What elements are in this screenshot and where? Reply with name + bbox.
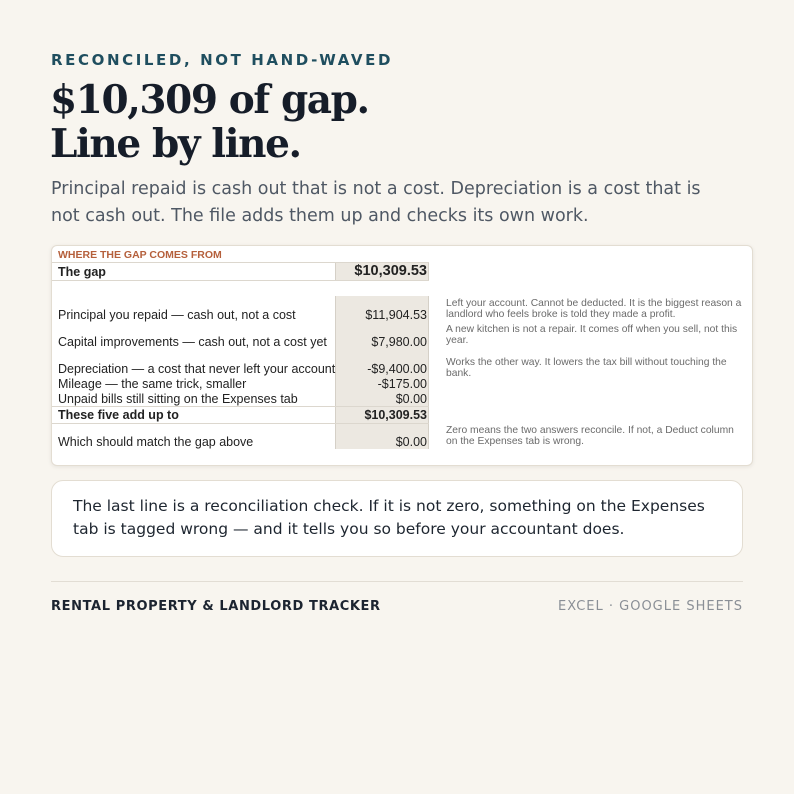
sheet-section-title: WHERE THE GAP COMES FROM: [58, 249, 222, 261]
headline-line-2: Line by line.: [50, 121, 301, 167]
row-label-capital: Capital improvements — cash out, not a cost yet: [58, 335, 327, 349]
eyebrow-label: RECONCILED, NOT HAND-WAVED: [51, 51, 394, 69]
note-capital: A new kitchen is not a repair. It comes off when you sell, not this year.: [446, 324, 738, 346]
row-label-mileage: Mileage — the same trick, smaller: [58, 377, 247, 391]
spreadsheet-excerpt: [51, 245, 753, 466]
footer-divider: [51, 581, 743, 582]
row-label-depreciation: Depreciation — a cost that never left your account: [58, 362, 336, 376]
headline: [50, 78, 369, 166]
row-value-unpaid: $0.00: [395, 392, 427, 406]
platforms-label: EXCEL · GOOGLE SHEETS: [558, 599, 743, 614]
callout-text: The last line is a reconciliation check. If it is not zero, something on the Expenses tab is tagged wrong — and it tells you so before your accountant does.: [73, 497, 705, 538]
note-depreciation: Works the other way. It lowers the tax bill without touching the bank.: [446, 357, 727, 379]
gridline: [52, 406, 429, 407]
row-value-depreciation: -$9,400.00: [367, 362, 427, 376]
row-label-total: These five add up to: [58, 408, 179, 422]
row-value-check: $0.00: [395, 435, 427, 449]
row-label-unpaid: Unpaid bills still sitting on the Expenses tab: [58, 392, 298, 406]
gap-value: $10,309.53: [354, 263, 427, 279]
row-value-principal: $11,904.53: [365, 308, 427, 322]
gridline: [52, 423, 429, 424]
note-principal: Left your account. Cannot be deducted. It is the biggest reason a landlord who feels broke is told they made a profit.: [446, 298, 742, 320]
row-label-check: Which should match the gap above: [58, 435, 254, 449]
gridline: [52, 280, 429, 281]
lede-paragraph: Principal repaid is cash out that is not a cost. Depreciation is a cost that is not cash out. The file adds them up and checks its own work.: [51, 179, 701, 226]
reconciliation-callout: [51, 480, 743, 557]
row-value-mileage: -$175.00: [377, 377, 427, 391]
row-value-capital: $7,980.00: [371, 335, 427, 349]
gap-label: The gap: [58, 265, 106, 279]
note-check: Zero means the two answers reconcile. If not, a Deduct column on the Expenses tab is wrong.: [446, 425, 734, 447]
headline-line-1: $10,309 of gap.: [50, 77, 369, 123]
product-name: RENTAL PROPERTY & LANDLORD TRACKER: [51, 599, 381, 614]
row-label-principal: Principal you repaid — cash out, not a cost: [58, 308, 296, 322]
row-value-total: $10,309.53: [364, 408, 427, 422]
